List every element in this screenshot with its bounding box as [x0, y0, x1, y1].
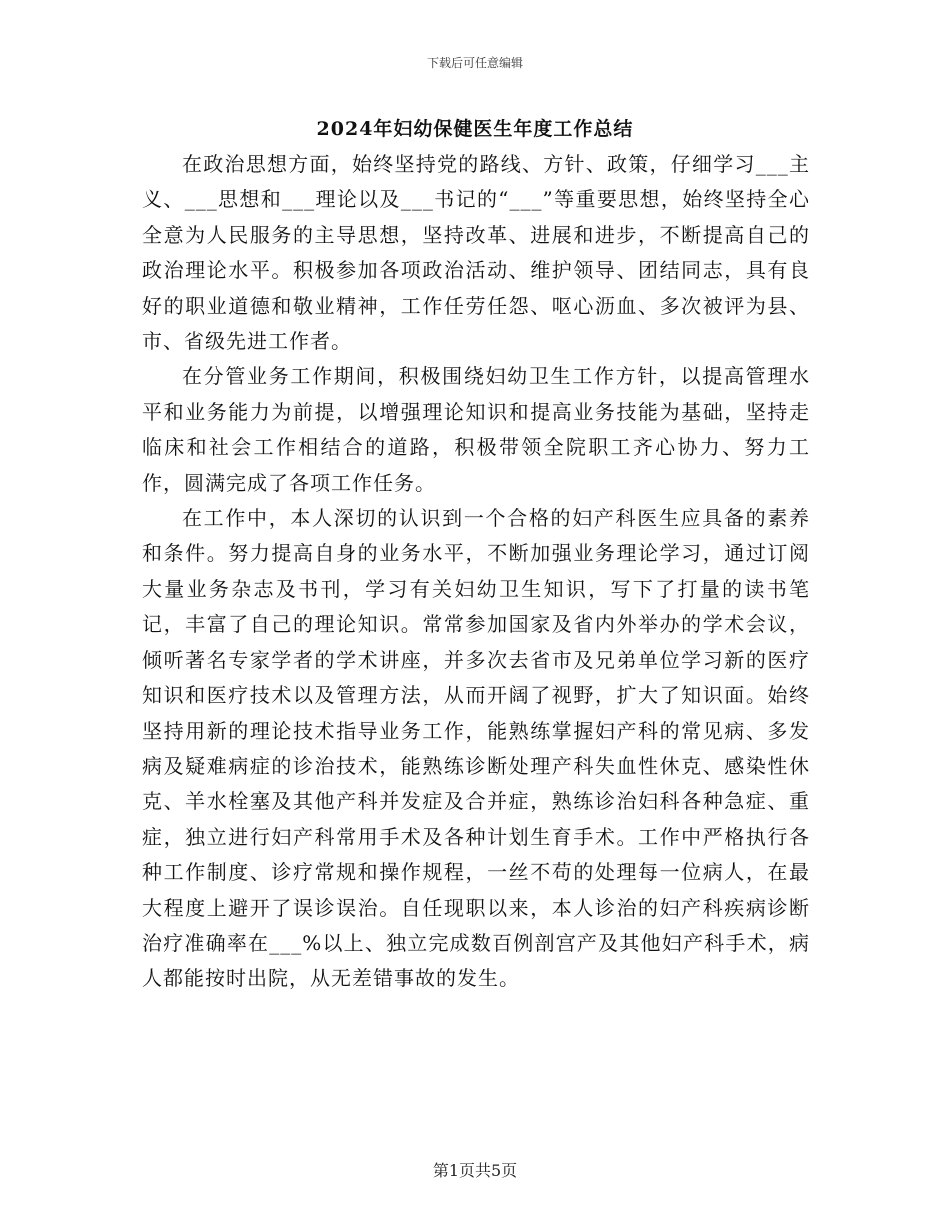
paragraph-management: 在分管业务工作期间，积极围绕妇幼卫生工作方针，以提高管理水平和业务能力为前提，以增强理论知识和提高业务技能为基础，坚持走临床和社会工作相结合的道路，积极带领全院职工齐心协力、努力工作，圆满完成了各项工作任务。: [142, 364, 810, 495]
header-note: 下载后可任意编辑: [426, 56, 523, 70]
paragraph-political: 在政治思想方面，始终坚持党的路线、方针、政策，仔细学习___主义、___思想和___理论以及___书记的“___”等重要思想，始终坚持全心全意为人民服务的主导思想，坚持改革、进展和进步，不断提高自己的政治理论水平。积极参加各项政治活动、维护领导、团结同志，具有良好的职业道德和敬业精神，工作任劳任怨、呕心沥血、多次被评为县、市、省级先进工作者。: [142, 152, 810, 354]
document-title: 2024年妇幼保健医生年度工作总结: [316, 118, 634, 140]
paragraph-clinical-work: 在工作中，本人深切的认识到一个合格的妇产科医生应具备的素养和条件。努力提高自身的业务水平，不断加强业务理论学习，通过订阅大量业务杂志及书刊，学习有关妇幼卫生知识，写下了打量的读书笔记，丰富了自己的理论知识。常常参加国家及省内外举办的学术会议，倾听著名专家学者的学术讲座，并多次去省市及兄弟单位学习新的医疗知识和医疗技术以及管理方法，从而开阔了视野，扩大了知识面。始终坚持用新的理论技术指导业务工作，能熟练掌握妇产科的常见病、多发病及疑难病症的诊治技术，能熟练诊断处理产科失血性休克、感染性休克、羊水栓塞及其他产科并发症及合并症，熟练诊治妇科各种急症、重症，独立进行妇产科常用手术及各种计划生育手术。工作中严格执行各种工作制度、诊疗常规和操作规程，一丝不苟的处理每一位病人，在最大程度上避开了误诊误治。自任现职以来，本人诊治的妇产科疾病诊断治疗准确率在___%以上、独立完成数百例剖宫产及其他妇产科手术，病人都能按时出院，从无差错事故的发生。: [142, 506, 810, 991]
document-body: [142, 147, 810, 997]
page-indicator: 第1页共5页: [432, 1161, 518, 1180]
